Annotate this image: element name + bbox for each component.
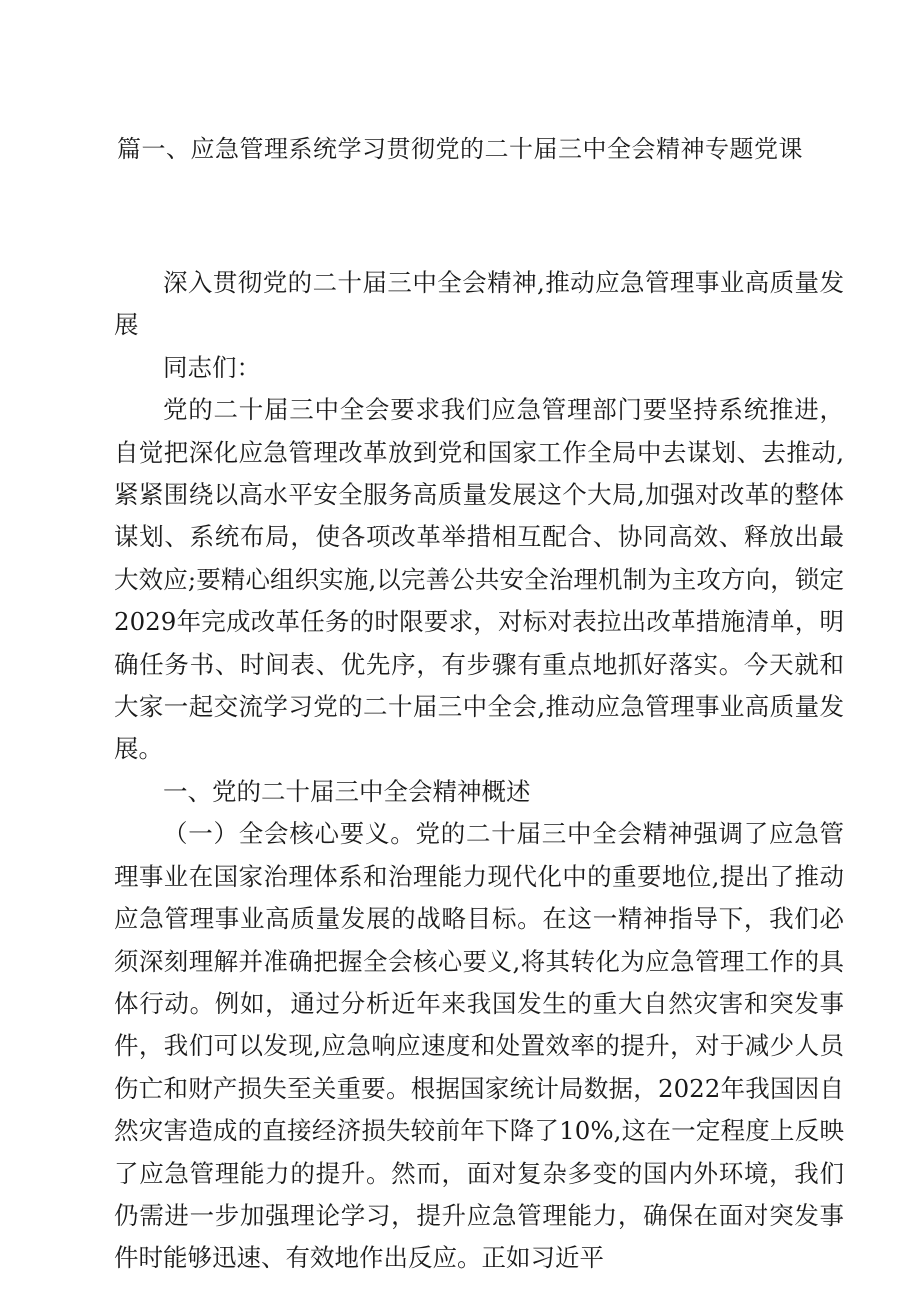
document-title: 篇一、应急管理系统学习贯彻党的二十届三中全会精神专题党课 — [117, 135, 803, 163]
document-subtitle: 深入贯彻党的二十届三中全会精神,推动应急管理事业高质量发展 — [114, 268, 844, 340]
paragraph-intro: 党的二十届三中全会要求我们应急管理部门要坚持系统推进，自觉把深化应急管理改革放到党和国家工作全局中去谋划、去推动,紧紧围绕以高水平安全服务高质量发展这个大局,加强对改革的整体谋划、系统布局，使各项改革举措相互配合、协同高效、释放出最大效应;要精心组织实施,以完善公共安全治理机制为主攻方向，锁定2029年完成改革任务的时限要求，对标对表拉出改革措施清单，明确任务书、时间表、优先序，有步骤有重点地抓好落实。今天就和大家一起交流学习党的二十届三中全会,推动应急管理事业高质量发展。 — [114, 395, 844, 764]
salutation: 同志们： — [163, 352, 261, 382]
section-heading-1: 一、党的二十届三中全会精神概述 — [163, 776, 531, 806]
paragraph-core-essence: （一）全会核心要义。党的二十届三中全会精神强调了应急管理事业在国家治理体系和治理能力现代化中的重要地位,提出了推动应急管理事业高质量发展的战略目标。在这一精神指导下，我们必须深刻理解并准确把握全会核心要义,将其转化为应急管理工作的具体行动。例如，通过分析近年来我国发生的重大自然灾害和突发事件，我们可以发现,应急响应速度和处置效率的提升，对于减少人员伤亡和财产损失至关重要。根据国家统计局数据，2022年我国因自然灾害造成的直接经济损失较前年下降了10%,这在一定程度上反映了应急管理能力的提升。然而，面对复杂多变的国内外环境，我们仍需进一步加强理论学习，提升应急管理能力，确保在面对突发事件时能够迅速、有效地作出反应。正如习近平 — [114, 819, 844, 1273]
document-body — [114, 262, 844, 1280]
